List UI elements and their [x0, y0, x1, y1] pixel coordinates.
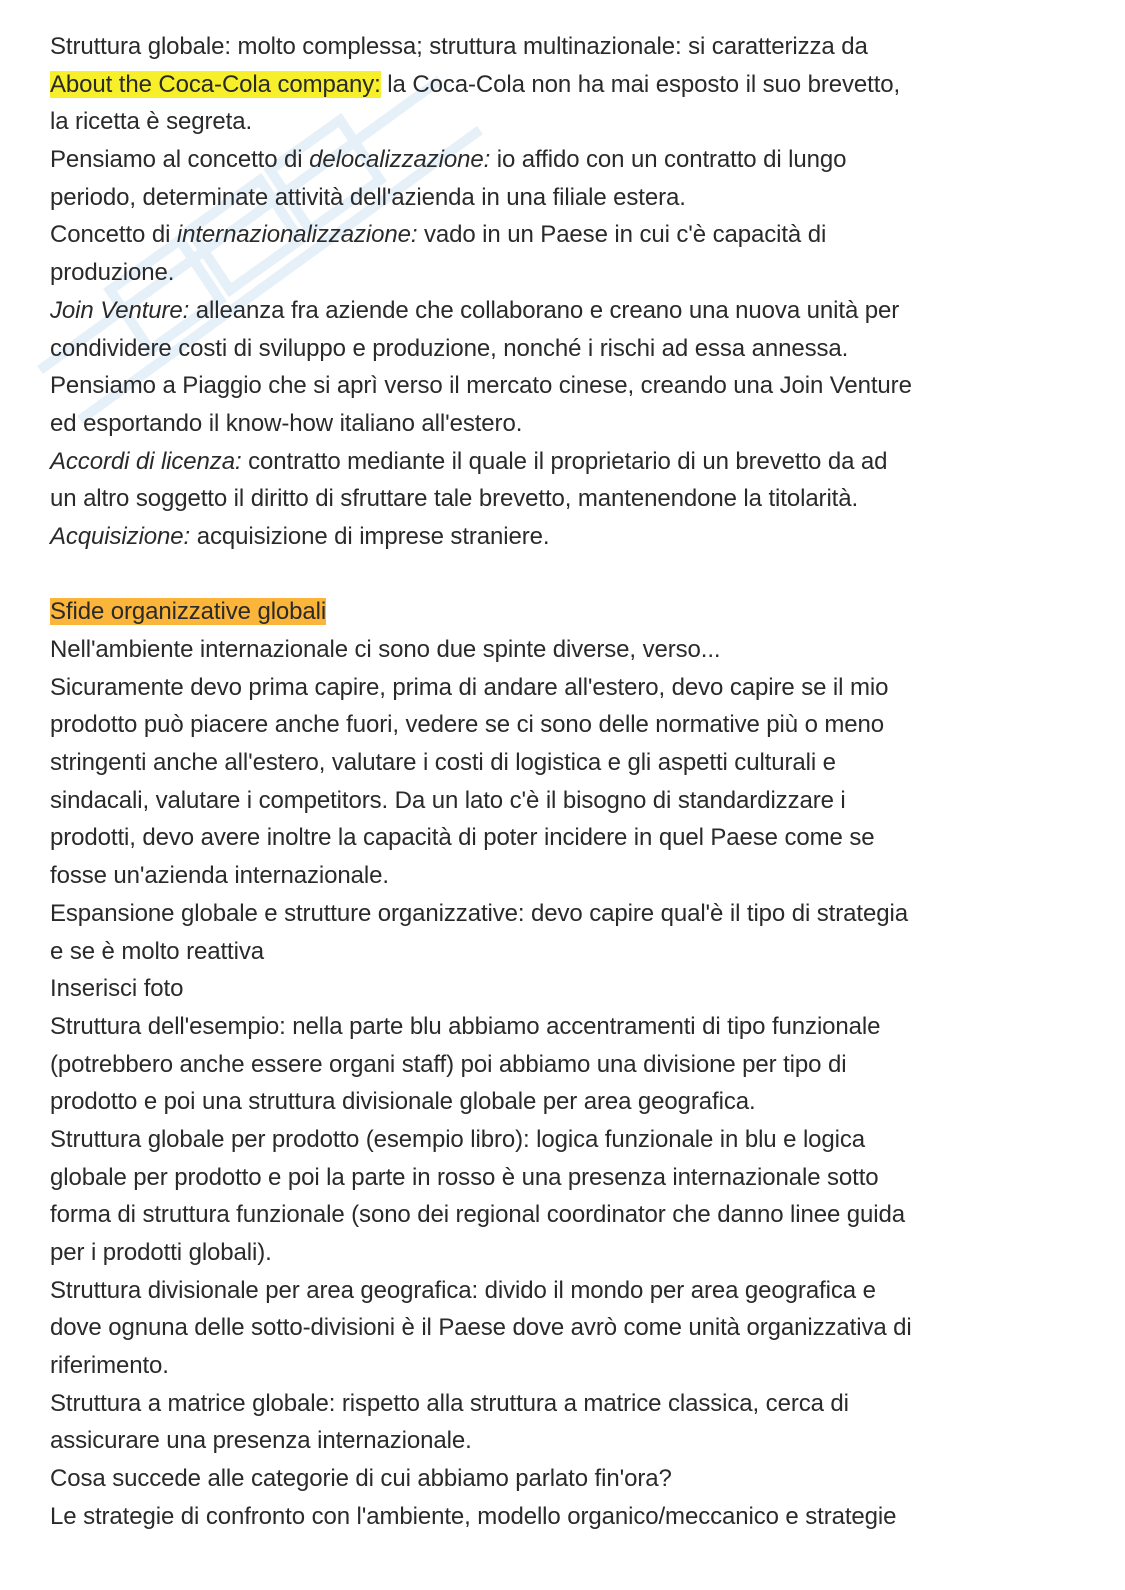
section-heading: Sfide organizzative globali [50, 598, 327, 626]
italic-term: Accordi di licenza: [50, 447, 242, 475]
text-line: un altro soggetto il diritto di sfruttare tale brevetto, mantenendone la titolarità. [50, 485, 859, 513]
text-line: Struttura divisionale per area geografica: divido il mondo per area geografica e [50, 1276, 876, 1304]
italic-term: delocalizzazione: [309, 146, 491, 174]
italic-term: Acquisizione: [50, 522, 191, 550]
text-line: fosse un'azienda internazionale. [50, 862, 389, 890]
highlighted-term: About the Coca-Cola company: [50, 70, 381, 98]
text-line: Pensiamo al concetto di delocalizzazione: io affido con un contratto di lungo [50, 146, 847, 174]
text-line: Espansione globale e strutture organizzative: devo capire qual'è il tipo di strategia [50, 899, 908, 927]
text-line: prodotto può piacere anche fuori, vedere se ci sono delle normative più o meno [50, 711, 885, 739]
text-line: Struttura a matrice globale: rispetto alla struttura a matrice classica, cerca di [50, 1389, 849, 1417]
text-line: la ricetta è segreta. [50, 108, 253, 136]
section-heading-line [50, 593, 1090, 631]
text-line: Struttura globale: molto complessa; struttura multinazionale: si caratterizza da [50, 33, 868, 60]
text-line: periodo, determinate attività dell'azienda in una filiale estera. [50, 183, 686, 211]
text-line: Concetto di internazionalizzazione: vado in un Paese in cui c'è capacità di [50, 221, 827, 249]
text-line: e se è molto reattiva [50, 937, 265, 965]
text-line: stringenti anche all'estero, valutare i costi di logistica e gli aspetti culturali e [50, 749, 836, 777]
text-line: per i prodotti globali). [50, 1239, 272, 1266]
text-line: Sicuramente devo prima capire, prima di andare all'estero, devo capire se il mio [50, 673, 889, 701]
text-line: About the Coca-Cola company: la Coca-Cola non ha mai esposto il suo brevetto, [50, 70, 901, 98]
paragraph-gap [50, 556, 1090, 594]
text-line: prodotto e poi una struttura divisionale globale per area geografica. [50, 1088, 756, 1116]
text-line: prodotti, devo avere inoltre la capacità di poter incidere in quel Paese come se [50, 824, 875, 852]
text-line: Inserisci foto [50, 975, 184, 1003]
italic-term: internazionalizzazione: [176, 221, 418, 249]
italic-term: Join Venture: [50, 296, 190, 324]
text-line: Struttura globale per prodotto (esempio libro): logica funzionale in blu e logica [50, 1125, 866, 1153]
text-line: assicurare una presenza internazionale. [50, 1427, 472, 1455]
text-line: riferimento. [50, 1352, 169, 1380]
text-line: Accordi di licenza: contratto mediante il quale il proprietario di un brevetto da ad [50, 447, 888, 475]
text-line: globale per prodotto e poi la parte in rosso è una presenza internazionale sotto [50, 1163, 879, 1191]
text-line: dove ognuna delle sotto-divisioni è il Paese dove avrò come unità organizzativa di [50, 1314, 912, 1342]
text-line: Join Venture: alleanza fra aziende che collaborano e creano una nuova unità per [50, 296, 900, 324]
text-line: Le strategie di confronto con l'ambiente, modello organico/meccanico e strategie [50, 1502, 897, 1530]
text-line: ed esportando il know-how italiano all'estero. [50, 409, 523, 437]
text-line: (potrebbero anche essere organi staff) poi abbiamo una divisione per tipo di [50, 1050, 847, 1078]
text-line: condividere costi di sviluppo e produzione, nonché i rischi ad essa annessa. [50, 334, 849, 362]
text-line: Cosa succede alle categorie di cui abbiamo parlato fin'ora? [50, 1465, 672, 1493]
text-line: Pensiamo a Piaggio che si aprì verso il mercato cinese, creando una Join Venture [50, 372, 912, 400]
text-line: Struttura dell'esempio: nella parte blu abbiamo accentramenti di tipo funzionale [50, 1012, 881, 1040]
text-line: produzione. [50, 259, 175, 287]
text-line: Acquisizione: acquisizione di imprese straniere. [50, 522, 550, 550]
document-page [50, 28, 1090, 1536]
text-line: sindacali, valutare i competitors. Da un lato c'è il bisogno di standardizzare i [50, 786, 846, 814]
text-line: forma di struttura funzionale (sono dei regional coordinator che danno linee guida [50, 1201, 906, 1229]
text-line: Nell'ambiente internazionale ci sono due spinte diverse, verso... [50, 636, 721, 663]
